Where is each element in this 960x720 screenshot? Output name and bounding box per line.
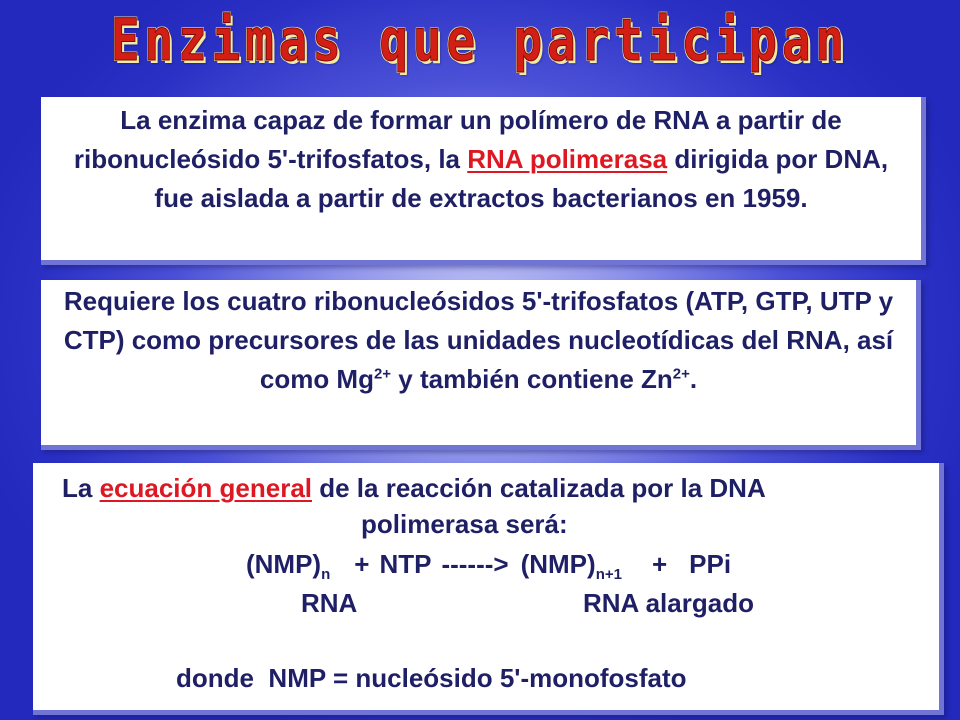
eq-nmp-right: (NMP) — [520, 549, 596, 579]
box1-text-before: La enzima capaz de formar un polímero de RNA a partir de ribonucleósido 5'-trifosfatos, la — [73, 105, 842, 174]
requirements-box — [41, 280, 921, 450]
box2-text-after: . — [689, 364, 698, 394]
zn-superscript: 2+ — [672, 365, 690, 383]
box2-text-before: Requiere los cuatro ribonucleósidos 5'-trifosfatos (ATP, GTP, UTP y CTP) como precursores de las unidades nucleotídicas del RNA, así como Mg — [63, 286, 894, 394]
rna-polymerase-discovery-box — [41, 97, 926, 265]
label-rna-alargado: RNA alargado — [583, 588, 754, 618]
ecuacion-general-link[interactable]: ecuación general — [99, 473, 312, 503]
eq-ppi: PPi — [689, 549, 732, 579]
eq-nmp-left: (NMP) — [246, 549, 322, 579]
reaction-equation — [246, 549, 732, 584]
equation-intro-line — [62, 473, 766, 504]
slide-title: Enzimas que participan — [110, 6, 850, 74]
label-rna: RNA — [301, 588, 358, 618]
rna-polimerasa-link[interactable]: RNA polimerasa — [467, 144, 668, 174]
mg-superscript: 2+ — [373, 365, 392, 383]
eq-ntp: NTP — [379, 549, 432, 579]
box1-text-after: dirigida por DNA, fue aislada a partir de extractos bacterianos en 1959. — [154, 144, 889, 213]
box3-line1-before: La — [62, 473, 100, 503]
eq-arrow: ------> — [441, 549, 509, 579]
box3-line1-after: de la reacción catalizada por la DNA — [312, 473, 766, 503]
eq-plus-1: + — [354, 549, 370, 579]
nmp-definition: donde NMP = nucleósido 5'-monofosfato — [176, 663, 687, 693]
eq-sub-n1: n+1 — [595, 566, 622, 584]
equation-intro-line2: polimerasa será: — [361, 509, 568, 539]
eq-plus-2: + — [651, 549, 668, 579]
eq-sub-n: n — [321, 566, 331, 584]
box2-text-middle: y también contiene Zn — [391, 364, 673, 394]
equation-box — [33, 463, 944, 715]
